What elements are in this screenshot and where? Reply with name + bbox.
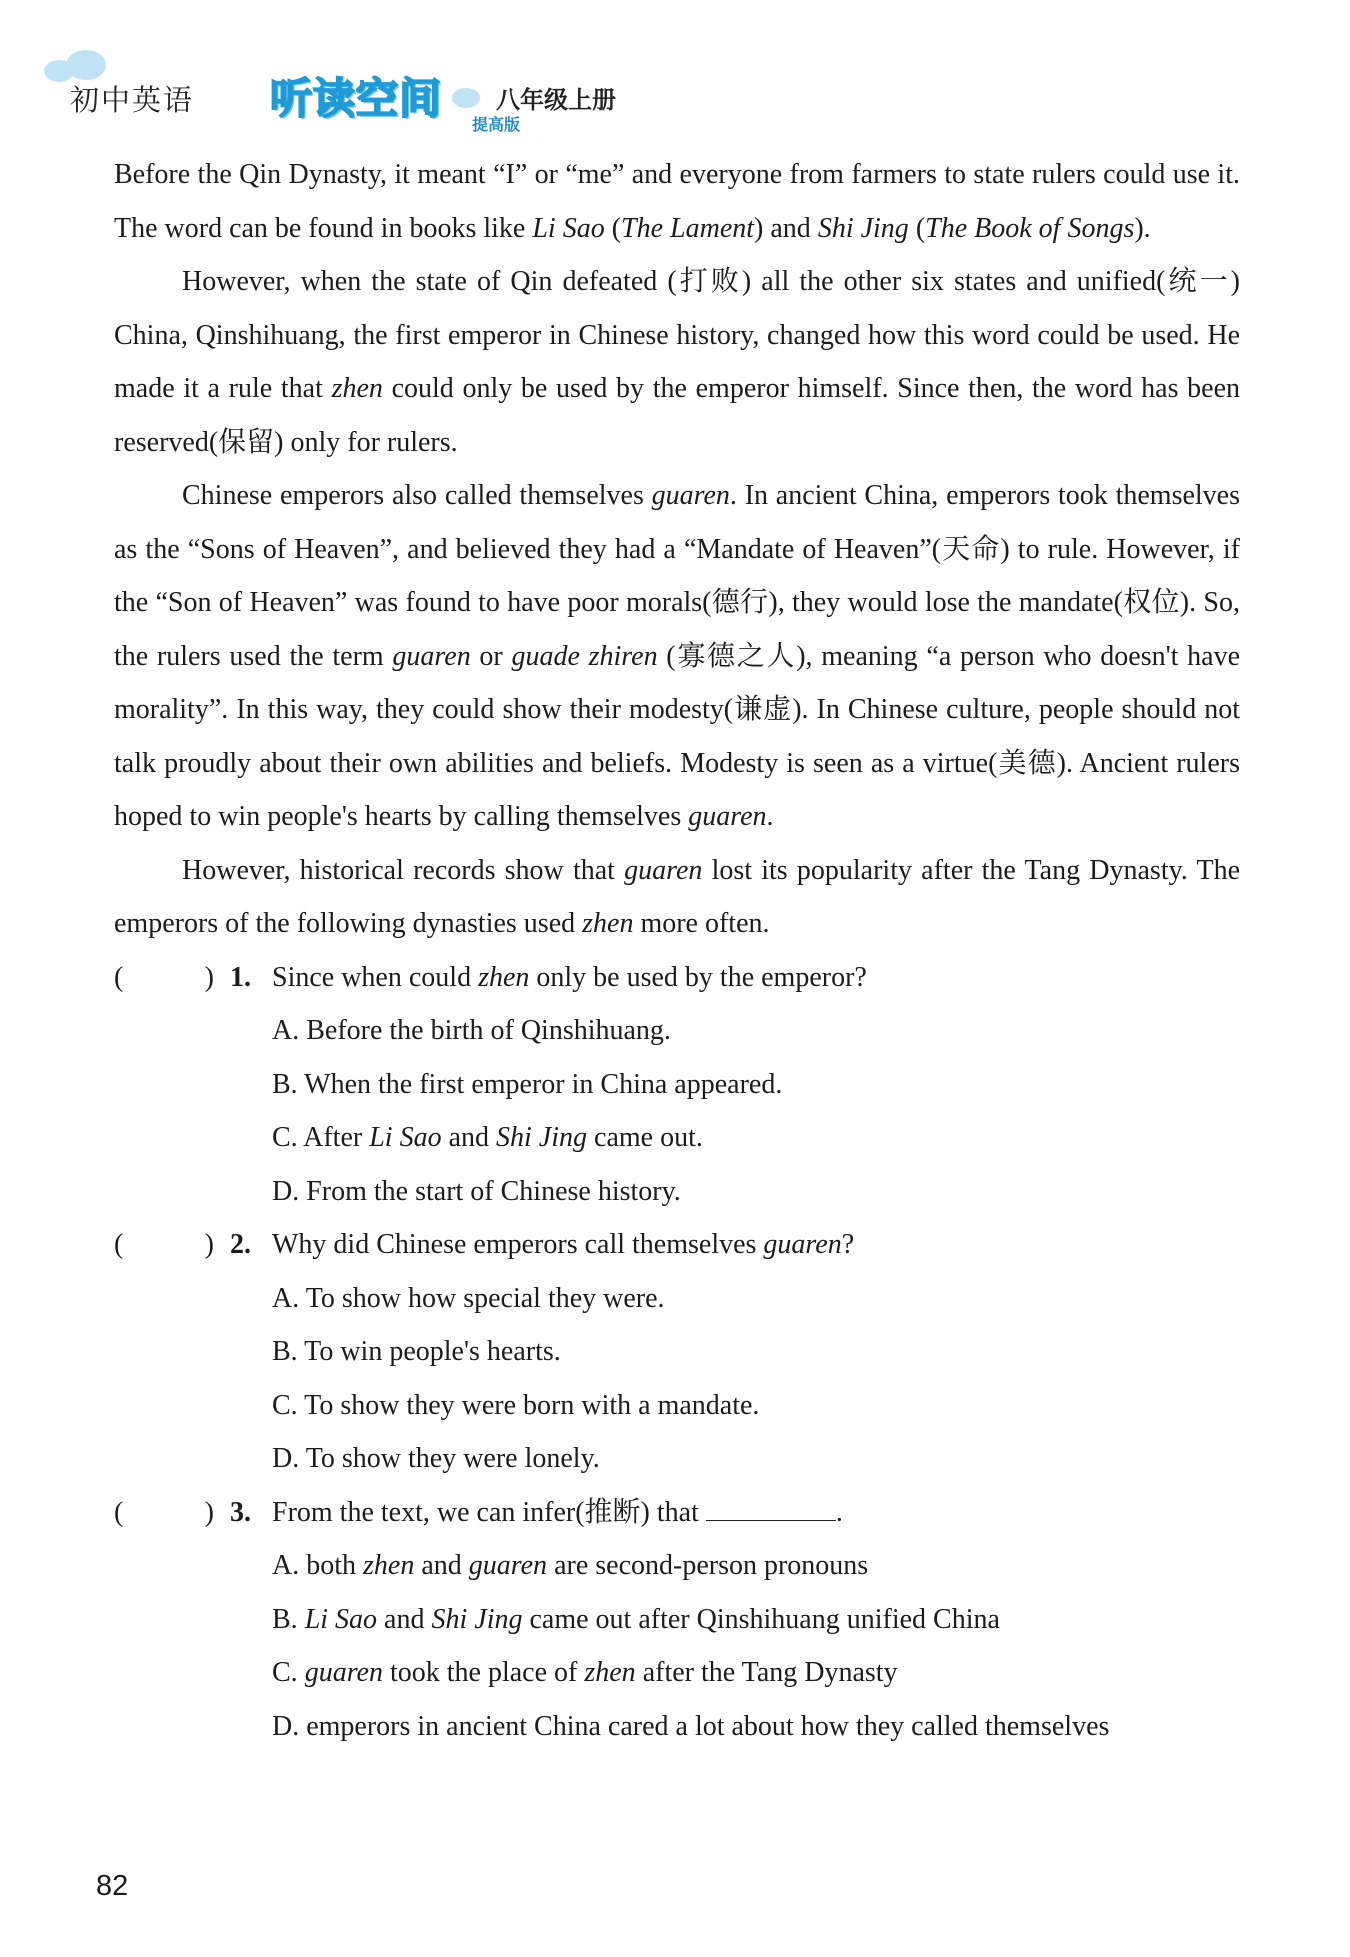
question-stem: Since when could zhen only be used by the emperor?	[272, 961, 867, 993]
question-stem: Why did Chinese emperors call themselves guaren?	[272, 1229, 855, 1260]
answer-blank[interactable]	[706, 1498, 836, 1521]
question-2-option-c: C. To show they were born with a mandate.	[272, 1389, 760, 1421]
answer-bracket[interactable]: ( )	[114, 961, 214, 993]
question-3-option-b: B. Li Sao and Shi Jing came out after Qinshihuang unified China	[272, 1603, 1000, 1635]
answer-bracket[interactable]: ( )	[114, 1496, 214, 1528]
question-stem: From the text, we can infer(推断) that .	[272, 1496, 843, 1528]
answer-bracket[interactable]: ( )	[114, 1229, 214, 1260]
question-number: 3.	[230, 1496, 251, 1528]
question-number: 2.	[230, 1229, 251, 1260]
book-grade: 八年级上册	[496, 86, 616, 114]
question-3-option-a: A. both zhen and guaren are second-person pronouns	[272, 1550, 869, 1581]
question-3-option-c: C. guaren took the place of zhen after the Tang Dynasty	[272, 1657, 898, 1688]
book-edition: 提高版	[472, 115, 521, 134]
question-3	[114, 1486, 1240, 1540]
book-brand-logo: 听读空间	[270, 74, 443, 123]
question-2-option-a: A. To show how special they were.	[272, 1282, 665, 1314]
passage-paragraph-2: However, when the state of Qin defeated (打败) all the other six states and unified(统一) China, Qinshihuang, the first emperor in Chinese history, changed how this word could be used. He made it a rule that zhen could only be used by the emperor himself. Since then, the word has been reserved(保留) only for rulers.	[114, 266, 1241, 458]
bubble-decoration	[452, 88, 480, 108]
passage-paragraph-4: However, historical records show that guaren lost its popularity after the Tang Dynasty. The emperors of the following dynasties used zhen more often.	[114, 854, 1240, 939]
book-series-title: 初中英语	[70, 83, 195, 117]
book-header	[44, 50, 664, 140]
question-number: 1.	[230, 961, 251, 993]
passage-paragraph-1: Before the Qin Dynasty, it meant “I” or “me” and everyone from farmers to state rulers could use it. The word can be found in books like Li Sao (The Lament) and Shi Jing (The Book of Songs).	[114, 159, 1240, 244]
question-1-option-c: C. After Li Sao and Shi Jing came out.	[272, 1122, 703, 1153]
passage-paragraph-3: Chinese emperors also called themselves guaren. In ancient China, emperors took themselves as the “Sons of Heaven”, and believed they had a “Mandate of Heaven”(天命) to rule. However, if the “Son of Heaven” was found to have poor morals(德行), they would lose the mandate(权位). So, the rulers used the term guaren or guade zhiren (寡德之人), meaning “a person who doesn't have morality”. In this way, they could show their modesty(谦虚). In Chinese culture, people should not talk proudly about their own abilities and beliefs. Modesty is seen as a virtue(美德). Ancient rulers hoped to win people's hearts by calling themselves guaren.	[114, 480, 1240, 832]
question-1-option-a: A. Before the birth of Qinshihuang.	[272, 1015, 671, 1046]
bubble-decoration	[66, 50, 106, 80]
question-1-option-d: D. From the start of Chinese history.	[272, 1175, 681, 1207]
question-3-option-d: D. emperors in ancient China cared a lot about how they called themselves	[272, 1710, 1110, 1742]
question-1	[114, 951, 1240, 1005]
question-2-option-d: D. To show they were lonely.	[272, 1443, 600, 1474]
question-2-option-b: B. To win people's hearts.	[272, 1336, 561, 1367]
page-content	[114, 148, 1240, 1753]
question-2	[114, 1218, 1240, 1272]
question-1-option-b: B. When the first emperor in China appeared.	[272, 1068, 783, 1100]
page-number: 82	[96, 1870, 129, 1902]
